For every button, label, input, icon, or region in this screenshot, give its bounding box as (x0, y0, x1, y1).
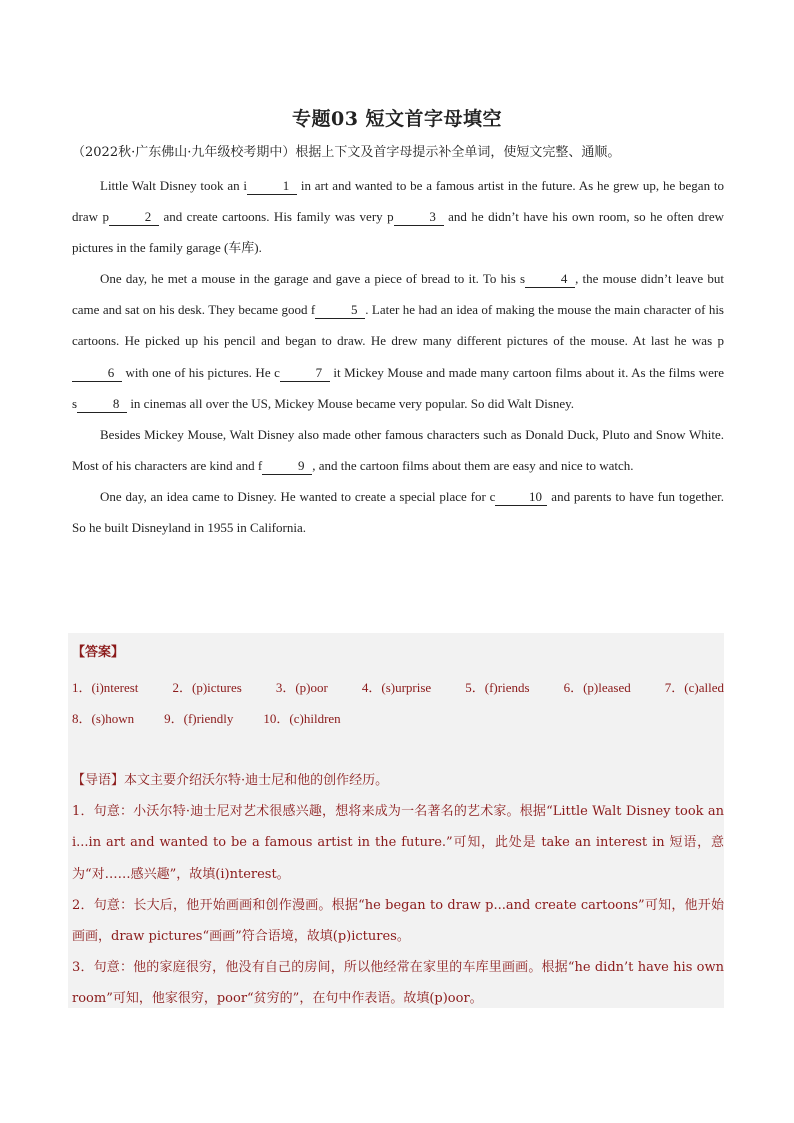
answer-item: 10．(c)hildren (263, 711, 341, 726)
explanation-2: 2．句意：长大后，他开始画画和创作漫画。根据“he began to draw p...and create cartoons”可知，他开始画画，draw pictures“画画”符合语境，故填(p)ictures。 (72, 897, 724, 945)
passage-paragraph-2 (72, 263, 724, 418)
blank-8: 8 (77, 396, 127, 413)
text: One day, an idea came to Disney. He wanted to create a special place for c (100, 488, 496, 504)
answer-item: 9．(f)riendly (164, 711, 234, 726)
blank-5: 5 (315, 302, 365, 319)
blank-3: 3 (394, 209, 444, 226)
answer-item: 1．(i)nterest (72, 680, 139, 695)
answer-item: 8．(s)hown (72, 711, 135, 726)
blank-4: 4 (525, 271, 575, 288)
answer-item: 3．(p)oor (275, 680, 328, 695)
text: in cinemas all over the US, Mickey Mouse became very popular. So did Walt Disney. (127, 395, 575, 411)
answer-list (72, 672, 724, 734)
explanation-1: 1．句意：小沃尔特·迪士尼对艺术很感兴趣，想将来成为一名著名的艺术家。根据“Little Walt Disney took an i...in art and wanted to be a famous artist in the future.”可知，此处是 take an interest in 短语，意为“对……感兴趣”，故填(i)nterest。 (72, 804, 724, 882)
page-title: 专题03 短文首字母填空 (291, 108, 503, 130)
passage (72, 170, 724, 543)
blank-1: 1 (247, 178, 297, 195)
explanation-3: 3．句意：他的家庭很穷，他没有自己的房间，所以他经常在家里的车库里画画。根据“he didn’t have his own room”可知，他家很穷，poor“贫穷的”，在句中作表语。故填(p)oor。 (72, 960, 724, 1007)
blank-10: 10 (495, 489, 547, 506)
text: and parents to have fun together. So he built Disneyland in 1955 in California. (72, 488, 724, 536)
text: with one of his pictures. He c (122, 364, 280, 380)
blank-9: 9 (262, 458, 312, 475)
answer-item: 6．(p)leased (563, 680, 631, 695)
blank-7: 7 (280, 365, 330, 382)
passage-paragraph-4 (72, 481, 724, 543)
text: and create cartoons. His family was very p (158, 209, 394, 225)
text: Little Walt Disney took an i (100, 178, 248, 193)
text: , and the cartoon films about them are easy and nice to watch. (312, 457, 634, 473)
blank-6: 6 (72, 365, 122, 382)
text: in art and wanted to be a famous artist in the future. As he grew up, he began to draw p (72, 178, 725, 225)
text: , the mouse didn’t leave but came and sat on his desk. They became good f (72, 271, 724, 318)
text: One day, he met a mouse in the garage and gave a piece of bread to it. To his s (100, 271, 526, 287)
answer-heading: 【答案】 (72, 645, 125, 660)
text: it Mickey Mouse and made many cartoon films about it. As the films were s (72, 364, 725, 411)
answer-item: 2．(p)ictures (172, 680, 242, 695)
passage-paragraph-3 (72, 419, 724, 481)
guide-intro: 【导语】本文主要介绍沃尔特·迪士尼和他的创作经历。 (72, 773, 389, 788)
text: and he didn’t have his own room, so he often drew pictures in the family garage (车库). (72, 209, 724, 256)
answer-item: 4．(s)urprise (361, 680, 432, 695)
answer-item: 5．(f)riends (465, 680, 530, 695)
text: Besides Mickey Mouse, Walt Disney also made other famous characters such as Donald Duck, Pluto and Snow White. Most of his characters are kind and f (72, 426, 724, 473)
explanation-section (72, 765, 724, 1015)
blank-2: 2 (109, 209, 159, 226)
exercise-instructions: （2022秋·广东佛山·九年级校考期中）根据上下文及首字母提示补全单词，使短文完整、通顺。 (72, 145, 621, 160)
answer-item: 7．(c)alled (664, 680, 724, 695)
passage-paragraph-1 (72, 170, 724, 263)
text: . Later he had an idea of making the mouse the main character of his cartoons. He picked up his pencil and began to draw. He drew many different pictures of the mouse. At last he was p (72, 302, 724, 349)
